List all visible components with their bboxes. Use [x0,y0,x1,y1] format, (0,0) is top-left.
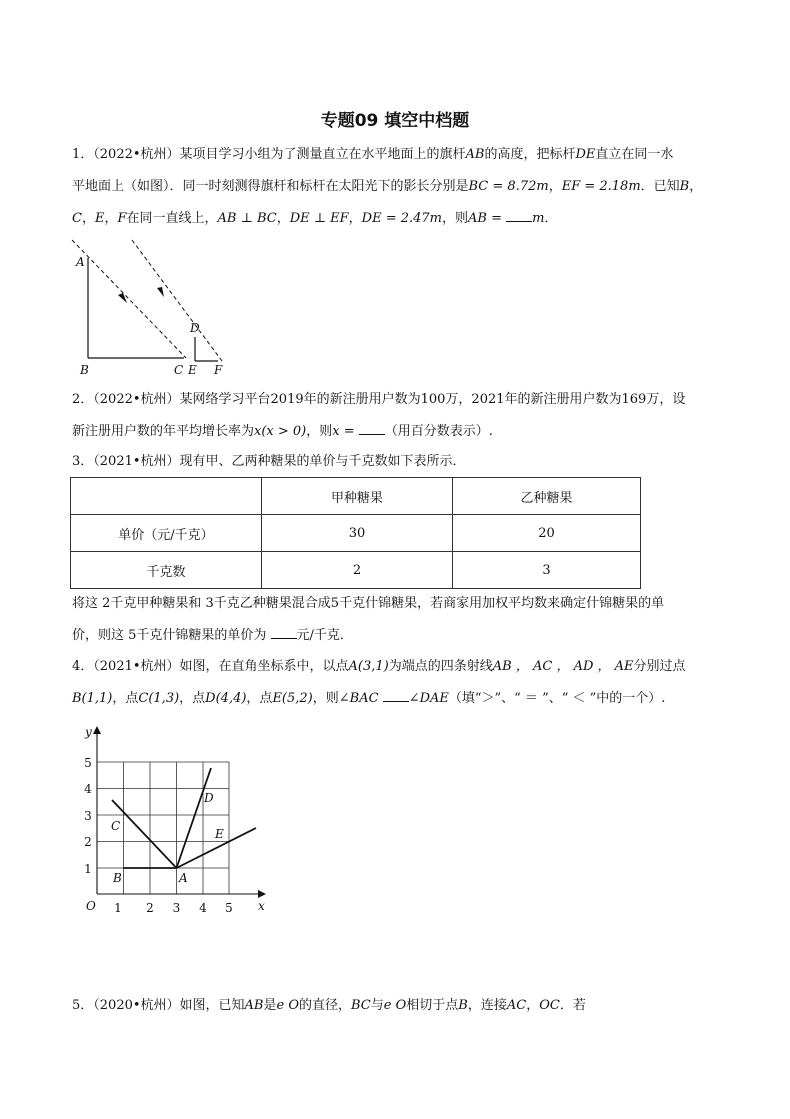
table-row [71,515,641,552]
label-A: A [76,255,85,269]
q3-line-2: 将这 2千克甲种糖果和 3千克乙种糖果混合成5千克什锦糖果，若商家用加权平均数来确定什锦糖果的单 [72,596,665,611]
point-label-c: C [111,819,121,833]
q5-math: AB [244,998,264,1013]
y-tick-label: 1 [84,862,92,876]
q5-math: e O [383,998,407,1013]
x-axis-label: x [258,899,265,913]
q1-line-2 [72,177,702,197]
table-cell: 2 [262,552,453,589]
q1-math: DE ⊥ EF [289,211,349,226]
point-label-d: D [204,791,214,805]
sun-ray-1 [72,240,186,358]
q5-text: ．若 [559,998,586,1013]
y-axis-arrow [93,726,101,734]
q1-math: DE [575,147,596,162]
q2-text: ，则 [306,424,333,439]
q2-answer-blank [359,422,385,435]
point-label-a: A [179,871,188,885]
q5-line-1 [72,996,586,1016]
q5-text: 相切于点 [406,998,459,1013]
table-cell: 30 [262,515,453,552]
ray-arrow-2 [157,287,164,297]
q1-text: ． [544,211,558,226]
q5-math: e O [276,998,299,1013]
y-tick-label: 4 [84,782,92,796]
q4-answer-blank [383,689,409,702]
q4-math: D(4,4) [205,691,247,706]
label-C: C [174,363,184,377]
q1-math: AB = [468,211,502,226]
q5-text: ，连接 [467,998,507,1013]
q4-math: ∠DAE [408,691,449,706]
q1-answer-blank [506,209,532,222]
q1-text: 平地面上（如图）．同一时刻测得旗杆和标杆在太阳光下的影长分别是 [72,179,469,194]
ray-arrow-1 [118,293,127,303]
label-D: D [190,321,200,335]
table-cell: 3 [453,552,641,589]
table-row [71,552,641,589]
q5-math: BC [351,998,371,1013]
q1-math: B [679,179,690,194]
table-header-cell: 甲种糖果 [262,478,453,515]
q4-text: ，点 [179,691,206,706]
label-F: F [214,363,223,377]
table-header-row [71,478,641,515]
q4-line-1 [72,657,686,677]
q4-line-2 [72,689,665,709]
table-header-cell [71,478,262,515]
x-tick-label: 3 [172,901,181,915]
q2-math: x(x > 0) [254,424,307,439]
table-cell: 千克数 [71,552,262,589]
q4-math: AB ， AC ， AD ， AE [492,659,634,674]
q1-math: E [94,211,105,226]
q4-math: C(1,3) [138,691,180,706]
y-tick-label: 2 [84,835,92,849]
q5-text: 与 [370,998,384,1013]
q1-text: ，则 [442,211,469,226]
q4-text: ，则 [312,691,339,706]
q1-text: 直立在同一水 [595,147,674,162]
q2-line-1: 2．（2022•杭州）某网络学习平台2019年的新注册用户数为100万，2021年的新注册用户数为169万，设 [72,392,686,407]
q1-text: ， [104,211,118,226]
q1-text: 1．（2022•杭州）某项目学习小组为了测量直立在水平地面上的旗杆 [72,147,466,162]
sun-ray-2 [132,240,222,361]
q1-text: ， [348,211,362,226]
q1-figure [68,240,248,375]
q1-text: ， [689,179,703,194]
q1-line-3 [72,209,557,229]
q2-line-2 [72,422,493,442]
q1-math: DE = 2.47m [361,211,443,226]
table-header-cell: 乙种糖果 [453,478,641,515]
q4-text: ，点 [246,691,273,706]
y-tick-label: 3 [84,809,92,823]
q5-math: B [458,998,468,1013]
y-tick-label: 5 [84,756,92,770]
candy-table [70,477,641,589]
q4-math: A(3,1) [348,659,389,674]
q5-math: OC [539,998,560,1013]
q1-math: AB [465,147,485,162]
x-tick-label: 5 [225,901,233,915]
q4-math: ∠BAC [338,691,379,706]
y-axis-label: y [85,725,92,739]
q4-math: E(5,2) [272,691,313,706]
q5-text: 5．（2020•杭州）如图，已知 [72,998,245,1013]
q2-math: x = [332,424,355,439]
q4-text: 分别过点 [633,659,686,674]
q1-text: 的高度，把标杆 [484,147,576,162]
q1-math: EF = 2.18m [561,179,641,194]
table-cell: 20 [453,515,641,552]
q1-math: AB ⊥ BC [217,211,277,226]
q1-math: BC = 8.72m [468,179,549,194]
point-label-e: E [215,827,224,841]
q5-text: ， [526,998,540,1013]
q4-coordinate-figure [70,722,290,922]
q1-text: ， [548,179,562,194]
q1-math: C [72,211,82,226]
q4-text: 4．（2021•杭州）如图，在直角坐标系中，以点 [72,659,349,674]
label-B: B [80,363,89,377]
page-title: 专题09 填空中档题 [320,111,470,131]
origin-label: O [86,899,96,913]
q1-text: ， [276,211,290,226]
q2-text: 新注册用户数的年平均增长率为 [72,424,255,439]
q1-math: m [532,211,545,226]
q4-text: （填“＞”、“ ＝ ”、“ ＜ ”中的一个）. [448,691,666,706]
x-tick-label: 1 [114,901,122,915]
q3-line-1: 3．（2021•杭州）现有甲、乙两种糖果的单价与千克数如下表所示． [72,454,466,469]
q2-text: （用百分数表示）. [384,424,493,439]
x-tick-label: 4 [199,901,207,915]
q3-answer-blank [271,626,297,639]
q1-text: 在同一直线上， [126,211,218,226]
q1-text: ．已知 [640,179,680,194]
q5-math: AC [506,998,527,1013]
q3-text: 元/千克． [296,628,353,643]
q1-line-1 [72,145,673,165]
x-tick-label: 2 [146,901,154,915]
q5-text: 的直径， [298,998,351,1013]
q4-text: 为端点的四条射线 [388,659,493,674]
q5-text: 是 [263,998,277,1013]
label-E: E [188,363,197,377]
q3-text: 价，则这 5千克什锦糖果的单价为 [72,628,267,643]
x-axis-arrow [258,890,266,898]
q1-math: F [117,211,127,226]
ray-ac [112,800,177,868]
q4-math: B(1,1) [72,691,113,706]
point-label-b: B [113,871,122,885]
q4-text: ，点 [112,691,139,706]
q3-line-3 [72,626,353,646]
q1-text: ， [81,211,95,226]
table-cell: 单价（元/千克） [71,515,262,552]
